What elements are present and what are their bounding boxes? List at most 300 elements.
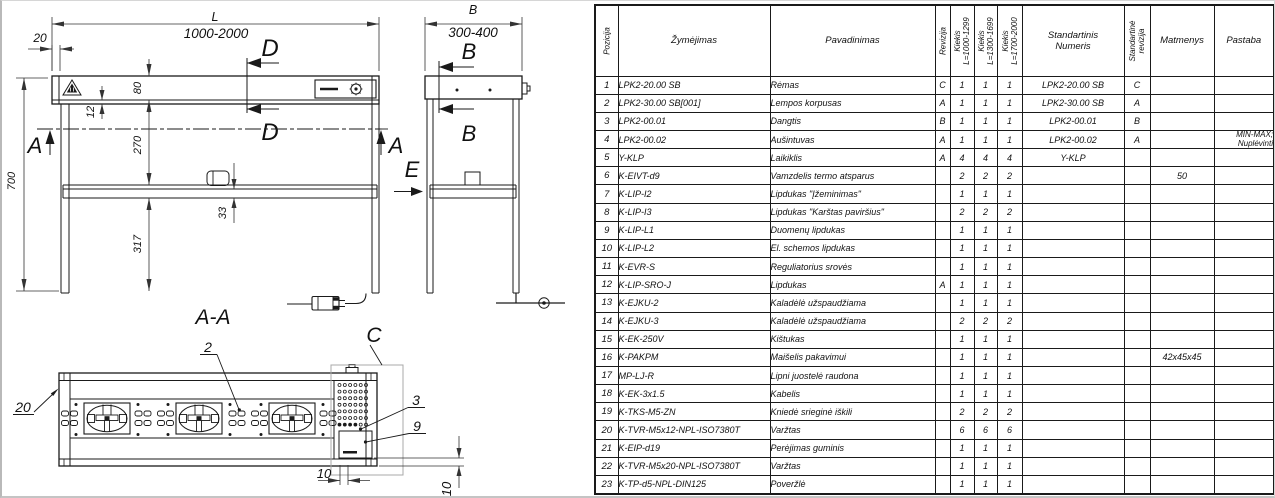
cell-std: LPK2-20.00 SB	[1022, 76, 1124, 94]
cell-code: K-LIP-I3	[618, 203, 770, 221]
cell-dim	[1150, 76, 1214, 94]
dim-L-range: 1000-2000	[183, 26, 249, 41]
cell-q2: 1	[974, 276, 997, 294]
cell-code: LPK2-00.01	[618, 112, 770, 130]
cell-name: El. schemos lipdukas	[770, 239, 935, 257]
cell-name: Reguliatorius srovės	[770, 258, 935, 276]
dimmer-knob-icon	[350, 83, 363, 96]
cell-rev	[935, 457, 950, 475]
callout-9-leader	[364, 434, 426, 444]
cell-q3: 1	[997, 367, 1022, 385]
table-row	[595, 149, 1274, 167]
table-row	[595, 475, 1274, 493]
cell-std_rev	[1124, 457, 1150, 475]
callout-9-label: 9	[413, 418, 421, 434]
cell-rev	[935, 439, 950, 457]
cell-std: LPK2-00.02	[1022, 130, 1124, 148]
cell-rev	[935, 367, 950, 385]
cell-q3: 1	[997, 294, 1022, 312]
cell-std_rev	[1124, 185, 1150, 203]
cell-q1: 1	[950, 258, 974, 276]
dim-80-label: 80	[132, 81, 144, 95]
table-row	[595, 185, 1274, 203]
dim-10-horizontal-label: 10	[316, 466, 332, 481]
cell-std	[1022, 203, 1124, 221]
cell-dim	[1150, 330, 1214, 348]
cell-std_rev	[1124, 475, 1150, 493]
cell-q1: 2	[950, 167, 974, 185]
cell-code: MP-LJ-R	[618, 367, 770, 385]
cell-q3: 1	[997, 330, 1022, 348]
cell-rev: C	[935, 76, 950, 94]
cell-code: LPK2-00.02	[618, 130, 770, 148]
cell-pos: 21	[595, 439, 618, 457]
header-pavadinimas: Pavadinimas	[770, 5, 935, 76]
cell-pos: 10	[595, 239, 618, 257]
cell-rev	[935, 475, 950, 493]
cell-q2: 1	[974, 330, 997, 348]
cell-rev	[935, 294, 950, 312]
socket-cutout	[260, 403, 325, 436]
cell-std	[1022, 439, 1124, 457]
cell-rev	[935, 258, 950, 276]
perforation-grid	[338, 384, 368, 427]
cell-name: Varžtas	[770, 457, 935, 475]
cell-std	[1022, 475, 1124, 493]
cell-rev	[935, 421, 950, 439]
cell-note	[1214, 367, 1274, 385]
cell-name: Kabelis	[770, 385, 935, 403]
cell-dim	[1150, 239, 1214, 257]
cell-name: Duomenų lipdukas	[770, 221, 935, 239]
middle-shelf	[63, 185, 377, 198]
detail-c-label: C	[366, 324, 382, 347]
cell-q1: 1	[950, 385, 974, 403]
section-a-marks	[46, 130, 386, 155]
cell-std_rev: A	[1124, 130, 1150, 148]
cell-std	[1022, 258, 1124, 276]
cell-std	[1022, 330, 1124, 348]
socket-cutout	[75, 403, 140, 436]
cell-q1: 1	[950, 294, 974, 312]
cell-code: K-LIP-SRO-J	[618, 276, 770, 294]
cell-rev	[935, 403, 950, 421]
cell-q2: 1	[974, 130, 997, 148]
cell-q1: 6	[950, 421, 974, 439]
cell-q2: 2	[974, 167, 997, 185]
cell-note	[1214, 94, 1274, 112]
cell-std	[1022, 403, 1124, 421]
cell-q3: 6	[997, 421, 1022, 439]
socket-cutouts	[75, 403, 325, 436]
cell-code: LPK2-20.00 SB	[618, 76, 770, 94]
cell-q3: 2	[997, 312, 1022, 330]
cell-note	[1214, 294, 1274, 312]
cell-std_rev	[1124, 330, 1150, 348]
cell-note	[1214, 457, 1274, 475]
cell-std	[1022, 239, 1124, 257]
dim-10-vertical	[374, 436, 464, 488]
cell-rev	[935, 185, 950, 203]
cell-code: K-TVR-M5x20-NPL-ISO7380T	[618, 457, 770, 475]
cell-code: K-TKS-M5-ZN	[618, 403, 770, 421]
cell-q3: 1	[997, 276, 1022, 294]
cell-dim	[1150, 94, 1214, 112]
cell-std	[1022, 185, 1124, 203]
table-row	[595, 385, 1274, 403]
cell-q1: 1	[950, 112, 974, 130]
section-d-bottom-label: D	[261, 119, 279, 146]
cell-note	[1214, 312, 1274, 330]
cell-pos: 1	[595, 76, 618, 94]
cell-code: K-EK-3x1.5	[618, 385, 770, 403]
table-row	[595, 457, 1274, 475]
cell-note	[1214, 185, 1274, 203]
power-cord-front	[287, 294, 366, 311]
dim-33-label: 33	[217, 206, 229, 220]
cell-std	[1022, 221, 1124, 239]
cell-pos: 14	[595, 312, 618, 330]
cell-note	[1214, 348, 1274, 366]
cell-std	[1022, 367, 1124, 385]
cell-q1: 1	[950, 130, 974, 148]
cell-name: Lipdukas "Įžeminimas"	[770, 185, 935, 203]
cell-code: K-EIP-d19	[618, 439, 770, 457]
dim-20-label: 20	[33, 31, 47, 45]
cell-dim	[1150, 294, 1214, 312]
cell-rev	[935, 239, 950, 257]
cell-name: Kaladėlė užspaudžiama	[770, 312, 935, 330]
table-row	[595, 276, 1274, 294]
table-row	[595, 421, 1274, 439]
header-std-revizija: Standartinė revizija	[1124, 5, 1150, 76]
front-view	[6, 10, 403, 310]
cell-q3: 1	[997, 76, 1022, 94]
cell-q2: 1	[974, 258, 997, 276]
power-cord-side	[496, 293, 565, 308]
cell-q3: 2	[997, 403, 1022, 421]
dim-L-label: L	[211, 10, 219, 24]
switch-panel	[315, 80, 376, 98]
table-header-row	[595, 5, 1274, 76]
cell-std: Y-KLP	[1022, 149, 1124, 167]
side-view	[394, 3, 565, 308]
cell-note	[1214, 112, 1274, 130]
section-aa-title: A-A	[195, 306, 231, 329]
cell-q1: 2	[950, 203, 974, 221]
cell-std	[1022, 276, 1124, 294]
dim-317-label: 317	[132, 234, 144, 254]
cell-note	[1214, 76, 1274, 94]
cell-std_rev	[1124, 149, 1150, 167]
cell-q2: 1	[974, 76, 997, 94]
cell-std	[1022, 312, 1124, 330]
callout-20-label: 20	[15, 399, 31, 415]
table-row	[595, 348, 1274, 366]
cell-rev	[935, 167, 950, 185]
cell-note	[1214, 149, 1274, 167]
cell-q3: 1	[997, 348, 1022, 366]
cell-name: Lipni juostelė raudona	[770, 367, 935, 385]
cell-pos: 9	[595, 221, 618, 239]
cell-std_rev: C	[1124, 76, 1150, 94]
cell-q3: 1	[997, 457, 1022, 475]
cell-q2: 2	[974, 203, 997, 221]
cell-note	[1214, 203, 1274, 221]
cell-note	[1214, 330, 1274, 348]
table-row	[595, 76, 1274, 94]
section-d-marks	[247, 58, 279, 114]
cell-q2: 1	[974, 439, 997, 457]
cell-pos: 2	[595, 94, 618, 112]
cell-pos: 19	[595, 403, 618, 421]
section-a-right-label: A	[388, 133, 404, 158]
cell-pos: 6	[595, 167, 618, 185]
cell-note	[1214, 221, 1274, 239]
cell-pos: 12	[595, 276, 618, 294]
cell-note	[1214, 167, 1274, 185]
dim-270	[147, 104, 152, 185]
cell-pos: 16	[595, 348, 618, 366]
cell-q2: 1	[974, 294, 997, 312]
cell-name: Poveržlė	[770, 475, 935, 493]
cell-pos: 11	[595, 258, 618, 276]
table-row	[595, 258, 1274, 276]
cell-std	[1022, 167, 1124, 185]
cell-pos: 18	[595, 385, 618, 403]
side-shelf	[430, 185, 516, 198]
cell-code: K-TVR-M5x12-NPL-ISO7380T	[618, 421, 770, 439]
table-row	[595, 330, 1274, 348]
cell-std	[1022, 385, 1124, 403]
cell-q2: 4	[974, 149, 997, 167]
cell-std_rev	[1124, 385, 1150, 403]
header-matmenys: Matmenys	[1150, 5, 1214, 76]
cell-code: K-EIVT-d9	[618, 167, 770, 185]
cell-rev	[935, 221, 950, 239]
cell-q3: 1	[997, 94, 1022, 112]
cell-code: K-EJKU-2	[618, 294, 770, 312]
cell-q2: 1	[974, 475, 997, 493]
cell-std_rev	[1124, 439, 1150, 457]
cell-pos: 20	[595, 421, 618, 439]
cell-rev	[935, 385, 950, 403]
header-kiekis-2: Kiekis L=1300-1699	[974, 5, 997, 76]
cell-q1: 1	[950, 439, 974, 457]
table-row	[595, 167, 1274, 185]
cell-std_rev	[1124, 167, 1150, 185]
cell-q3: 1	[997, 258, 1022, 276]
cell-q2: 6	[974, 421, 997, 439]
cell-note: MIN-MAX; Nuplėvinti	[1214, 130, 1274, 148]
cell-std_rev	[1124, 203, 1150, 221]
side-top-box	[425, 76, 522, 99]
cell-name: Lempos korpusas	[770, 94, 935, 112]
cell-pos: 3	[595, 112, 618, 130]
cell-q1: 1	[950, 94, 974, 112]
view-e-mark	[394, 187, 423, 196]
cell-std	[1022, 421, 1124, 439]
cell-q1: 2	[950, 403, 974, 421]
cell-dim	[1150, 149, 1214, 167]
cell-name: Kaladėlė užspaudžiama	[770, 294, 935, 312]
warning-triangle-icon	[63, 80, 81, 95]
cell-name: Kištukas	[770, 330, 935, 348]
cell-q3: 1	[997, 239, 1022, 257]
dim-12-label: 12	[85, 105, 97, 119]
cell-q2: 1	[974, 348, 997, 366]
top-bump	[346, 365, 358, 374]
table-row	[595, 403, 1274, 421]
cell-name: Rėmas	[770, 76, 935, 94]
cell-dim	[1150, 312, 1214, 330]
cell-std_rev	[1124, 367, 1150, 385]
header-standartinis: Standartinis Numeris	[1022, 5, 1124, 76]
cell-q1: 4	[950, 149, 974, 167]
cell-q2: 1	[974, 112, 997, 130]
view-e-label: E	[404, 157, 420, 182]
cell-dim	[1150, 130, 1214, 148]
dim-B-label: B	[468, 3, 478, 17]
cell-note	[1214, 385, 1274, 403]
cell-q2: 1	[974, 367, 997, 385]
section-b-bottom-label: B	[461, 121, 477, 146]
cell-std	[1022, 348, 1124, 366]
cell-name: Maišelis pakavimui	[770, 348, 935, 366]
section-a-left-label: A	[27, 133, 43, 158]
table-row	[595, 294, 1274, 312]
cell-q1: 1	[950, 239, 974, 257]
cell-dim	[1150, 258, 1214, 276]
cell-pos: 15	[595, 330, 618, 348]
cell-q1: 1	[950, 330, 974, 348]
cell-q1: 1	[950, 76, 974, 94]
dim-317	[147, 198, 152, 291]
table-row	[595, 221, 1274, 239]
cell-q1: 1	[950, 475, 974, 493]
cell-dim	[1150, 112, 1214, 130]
header-pastaba: Pastaba	[1214, 5, 1274, 76]
callout-2-label: 2	[204, 339, 212, 355]
label-plate	[339, 431, 372, 458]
cell-name: Perėjimas guminis	[770, 439, 935, 457]
cell-code: LPK2-30.00 SB[001]	[618, 94, 770, 112]
cell-note	[1214, 403, 1274, 421]
cell-pos: 22	[595, 457, 618, 475]
cell-q2: 1	[974, 457, 997, 475]
cell-code: Y-KLP	[618, 149, 770, 167]
cell-std_rev	[1124, 221, 1150, 239]
bottom-view	[13, 306, 464, 496]
cell-std_rev	[1124, 239, 1150, 257]
cell-q1: 1	[950, 221, 974, 239]
cell-std	[1022, 457, 1124, 475]
cell-dim	[1150, 221, 1214, 239]
cell-pos: 13	[595, 294, 618, 312]
cell-std: LPK2-00.01	[1022, 112, 1124, 130]
cell-q3: 1	[997, 475, 1022, 493]
cell-dim	[1150, 385, 1214, 403]
header-zymejimas: Žymėjimas	[618, 5, 770, 76]
cell-q2: 2	[974, 312, 997, 330]
header-kiekis-1: Kiekis L=1000-1299	[950, 5, 974, 76]
cell-q3: 2	[997, 203, 1022, 221]
cell-code: K-PAKPM	[618, 348, 770, 366]
cell-rev	[935, 312, 950, 330]
cell-name: Lipdukas "Karštas paviršius"	[770, 203, 935, 221]
cell-code: K-EJKU-3	[618, 312, 770, 330]
cell-q2: 1	[974, 94, 997, 112]
cell-q3: 4	[997, 149, 1022, 167]
cell-q3: 2	[997, 167, 1022, 185]
cell-pos: 17	[595, 367, 618, 385]
cell-q2: 1	[974, 239, 997, 257]
cell-note	[1214, 239, 1274, 257]
cell-name: Kniedė srieginė iškili	[770, 403, 935, 421]
cell-q3: 1	[997, 385, 1022, 403]
cell-dim	[1150, 276, 1214, 294]
cell-dim: 42x45x45	[1150, 348, 1214, 366]
bom-table	[594, 4, 1275, 495]
cell-q1: 1	[950, 185, 974, 203]
cell-q1: 1	[950, 276, 974, 294]
cell-std	[1022, 294, 1124, 312]
cell-dim	[1150, 185, 1214, 203]
cell-pos: 7	[595, 185, 618, 203]
cell-note	[1214, 276, 1274, 294]
cell-name: Vamzdelis termo atsparus	[770, 167, 935, 185]
table-row	[595, 94, 1274, 112]
dim-33	[232, 163, 237, 223]
header-pozicija: Pozicija	[595, 5, 618, 76]
cell-std: LPK2-30.00 SB	[1022, 94, 1124, 112]
cell-note	[1214, 258, 1274, 276]
cell-pos: 23	[595, 475, 618, 493]
cell-std_rev	[1124, 421, 1150, 439]
cell-q1: 1	[950, 457, 974, 475]
dim-20	[28, 45, 74, 71]
cell-rev: A	[935, 130, 950, 148]
cell-std_rev	[1124, 403, 1150, 421]
drawing-views	[2, 1, 594, 498]
table-row	[595, 239, 1274, 257]
cell-std_rev	[1124, 276, 1150, 294]
cell-rev: A	[935, 276, 950, 294]
cell-q3: 1	[997, 130, 1022, 148]
header-revizija: Revizija	[935, 5, 950, 76]
cell-std_rev: B	[1124, 112, 1150, 130]
side-shelf-box	[465, 172, 480, 185]
cell-pos: 5	[595, 149, 618, 167]
cell-dim	[1150, 203, 1214, 221]
cell-pos: 8	[595, 203, 618, 221]
table-row	[595, 312, 1274, 330]
cell-q2: 1	[974, 185, 997, 203]
cell-std_rev: A	[1124, 94, 1150, 112]
dim-12	[100, 86, 105, 119]
cell-q3: 1	[997, 221, 1022, 239]
cell-code: K-LIP-I2	[618, 185, 770, 203]
cell-name: Lipdukas	[770, 276, 935, 294]
table-row	[595, 130, 1274, 148]
cell-std_rev	[1124, 312, 1150, 330]
cell-q1: 1	[950, 348, 974, 366]
table-row	[595, 367, 1274, 385]
dim-700-label: 700	[6, 171, 18, 191]
shelf-clamp	[207, 171, 229, 186]
section-b-top-label: B	[461, 39, 477, 64]
cell-code: K-LIP-L2	[618, 239, 770, 257]
